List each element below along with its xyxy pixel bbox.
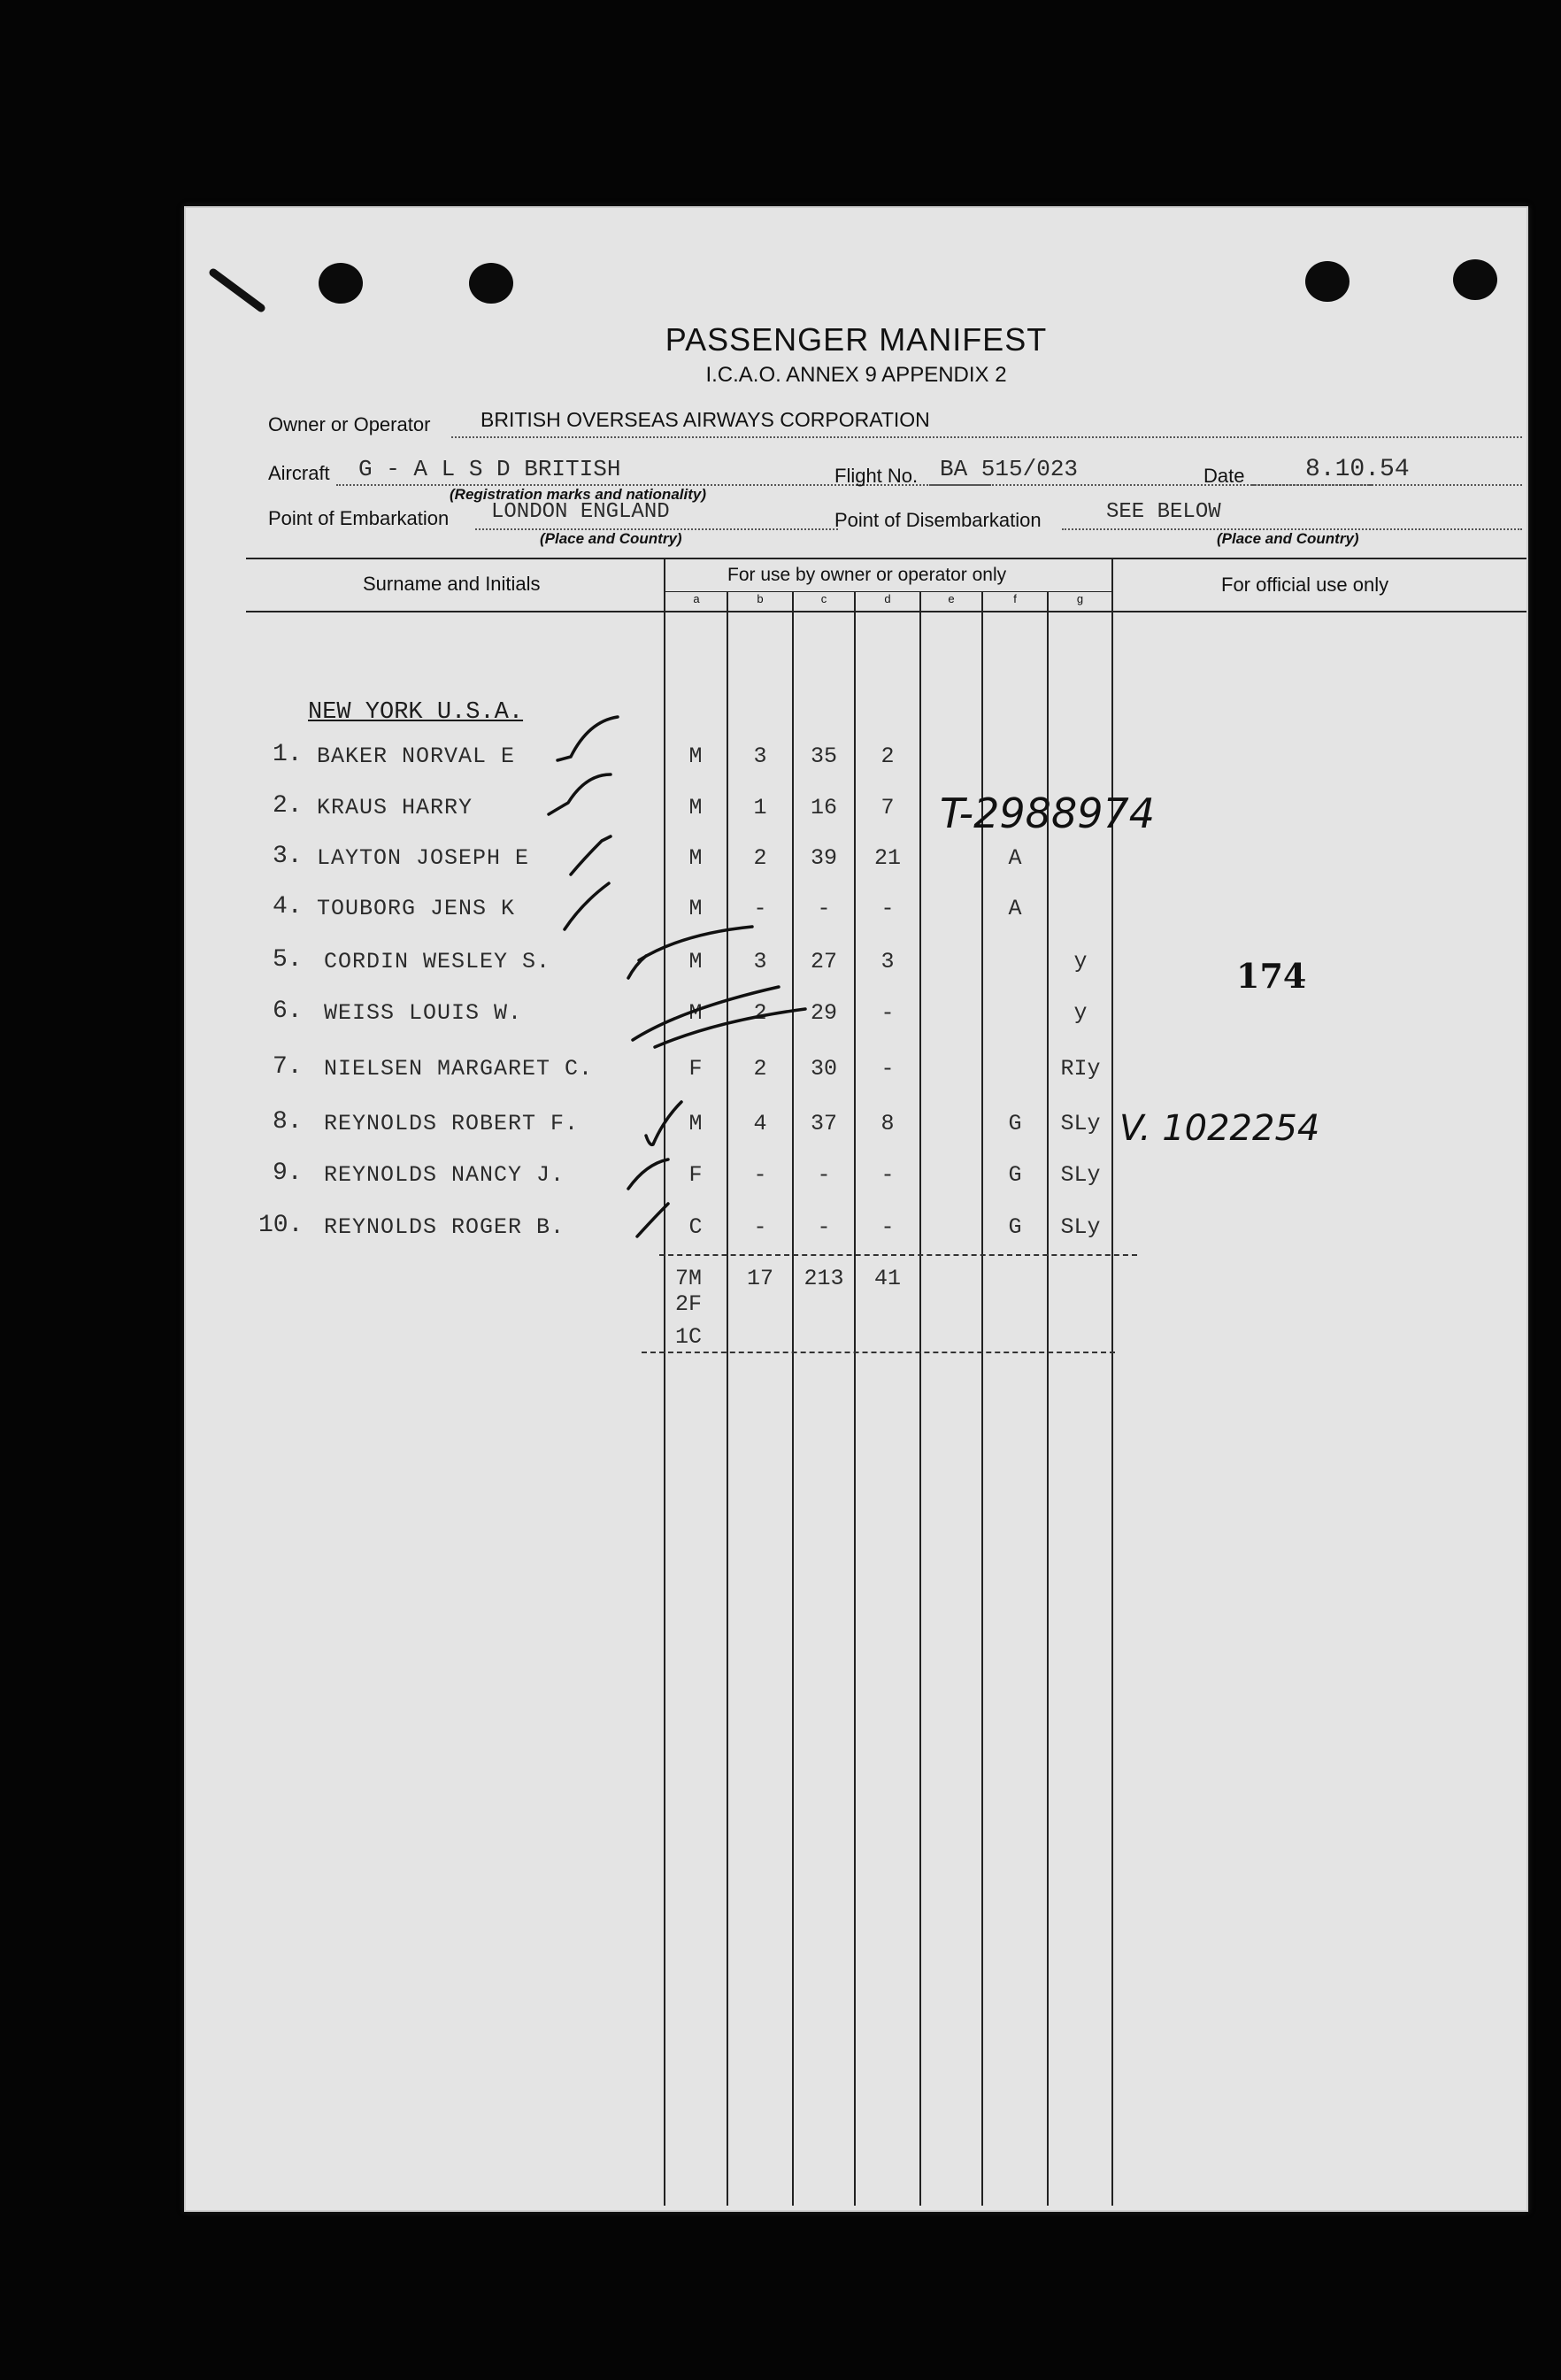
cell-g: y [1073, 1000, 1088, 1026]
cell-a: M [688, 1111, 703, 1136]
disembarkation-label: Point of Disembarkation [834, 509, 1042, 531]
handwritten-note: T-2988974 [940, 789, 1156, 837]
cell-c: - [817, 1214, 831, 1240]
handwritten-note: V. 1022254 [1119, 1108, 1320, 1149]
aircraft-value: G - A L S D BRITISH [358, 456, 621, 482]
cell-b: 3 [753, 743, 767, 769]
total-b: 17 [746, 1266, 773, 1291]
cell-b: 4 [753, 1111, 767, 1136]
cell-d: - [880, 1162, 895, 1188]
passenger-name: KRAUS HARRY [317, 795, 473, 820]
flight-label: Flight No. [834, 465, 919, 487]
cell-d: - [880, 1056, 895, 1082]
cell-a: C [688, 1214, 703, 1240]
check-mark [655, 1009, 805, 1047]
check-mark [558, 717, 618, 760]
row-number: 10. [258, 1212, 304, 1239]
disembarkation-value: SEE BELOW [1106, 500, 1221, 524]
row-number: 1. [273, 741, 303, 768]
check-mark [549, 774, 611, 814]
cell-b: 2 [753, 1056, 767, 1082]
page-subtitle: I.C.A.O. ANNEX 9 APPENDIX 2 [705, 363, 1007, 387]
cell-a: M [688, 845, 703, 871]
flight-value: BA 515/023 [940, 456, 1079, 482]
cell-c: 37 [810, 1111, 837, 1136]
cell-g: SLy [1060, 1111, 1101, 1136]
cell-f: G [1008, 1214, 1022, 1240]
cell-d: - [880, 896, 895, 921]
page-title: PASSENGER MANIFEST [665, 321, 1048, 358]
passenger-name: BAKER NORVAL E [317, 743, 516, 769]
cell-c: 35 [810, 743, 837, 769]
embarkation-note: (Place and Country) [540, 530, 682, 547]
row-number: 4. [273, 893, 303, 920]
cell-b: - [753, 896, 767, 921]
row-number: 3. [273, 843, 303, 870]
cell-d: - [880, 1214, 895, 1240]
check-mark [571, 836, 611, 874]
cell-g: RIy [1060, 1056, 1101, 1082]
cell-f: A [1008, 845, 1022, 871]
cell-b: 2 [753, 845, 767, 871]
cell-f: G [1008, 1111, 1022, 1136]
check-mark [637, 1204, 668, 1236]
passenger-name: TOUBORG JENS K [317, 896, 516, 921]
passenger-name: CORDIN WESLEY S. [324, 949, 551, 974]
passenger-name: NIELSEN MARGARET C. [324, 1056, 594, 1082]
cell-a: M [688, 795, 703, 820]
cell-d: 3 [880, 949, 895, 974]
check-mark [628, 927, 752, 978]
cell-a: F [688, 1162, 703, 1188]
passenger-name: REYNOLDS NANCY J. [324, 1162, 565, 1188]
embarkation-value: LONDON ENGLAND [491, 500, 670, 524]
totals-bottom-rule [642, 1352, 1115, 1353]
cell-c: 29 [810, 1000, 837, 1026]
cell-c: 30 [810, 1056, 837, 1082]
row-number: 7. [273, 1053, 303, 1081]
total-a: 1C [675, 1324, 703, 1350]
row-number: 8. [273, 1108, 303, 1136]
cell-f: G [1008, 1162, 1022, 1188]
destination-heading: NEW YORK U.S.A. [308, 699, 524, 726]
col-header-official-use: For official use only [1221, 574, 1389, 596]
stamp-number: 174 [1236, 956, 1307, 996]
check-mark [633, 987, 779, 1040]
cell-a: F [688, 1056, 703, 1082]
col-letter-f: f [1013, 592, 1017, 605]
cell-b: - [753, 1214, 767, 1240]
cell-b: 2 [753, 1000, 767, 1026]
aircraft-label: Aircraft [268, 462, 330, 484]
check-mark [565, 883, 609, 929]
cell-d: 2 [880, 743, 895, 769]
cell-a: M [688, 1000, 703, 1026]
check-mark [646, 1102, 681, 1144]
date-value: 8.10.54 [1305, 456, 1410, 483]
col-letter-g: g [1076, 592, 1084, 605]
col-letter-c: c [820, 592, 827, 605]
total-a: 7M [675, 1266, 703, 1291]
date-label: Date [1203, 465, 1245, 487]
cell-g: SLy [1060, 1162, 1101, 1188]
owner-label: Owner or Operator [268, 413, 431, 435]
cell-d: 21 [873, 845, 901, 871]
total-c: 213 [804, 1266, 844, 1291]
cell-d: 8 [880, 1111, 895, 1136]
embarkation-label: Point of Embarkation [268, 507, 450, 529]
check-mark [628, 1159, 668, 1189]
col-header-owner-use: For use by owner or operator only [727, 565, 1007, 585]
row-number: 9. [273, 1159, 303, 1187]
cell-g: y [1073, 949, 1088, 974]
cell-g: SLy [1060, 1214, 1101, 1240]
col-letter-e: e [948, 592, 955, 605]
manifest-sheet [184, 206, 1528, 2212]
cell-c: 16 [810, 795, 837, 820]
row-number: 6. [273, 997, 303, 1025]
cell-f: A [1008, 896, 1022, 921]
owner-value: BRITISH OVERSEAS AIRWAYS CORPORATION [481, 408, 930, 431]
total-a: 2F [675, 1291, 703, 1317]
cell-b: 1 [753, 795, 767, 820]
col-letter-d: d [884, 592, 891, 605]
cell-c: - [817, 1162, 831, 1188]
row-number: 5. [273, 946, 303, 974]
col-letter-b: b [757, 592, 764, 605]
cell-c: - [817, 896, 831, 921]
cell-d: 7 [880, 795, 895, 820]
cell-c: 27 [810, 949, 837, 974]
cell-d: - [880, 1000, 895, 1026]
col-letter-a: a [693, 592, 700, 605]
passenger-name: REYNOLDS ROBERT F. [324, 1111, 580, 1136]
cell-a: M [688, 896, 703, 921]
cell-b: - [753, 1162, 767, 1188]
registration-note: (Registration marks and nationality) [450, 486, 706, 503]
passenger-name: LAYTON JOSEPH E [317, 845, 530, 871]
total-d: 41 [873, 1266, 901, 1291]
passenger-name: WEISS LOUIS W. [324, 1000, 523, 1026]
cell-c: 39 [810, 845, 837, 871]
row-number: 2. [273, 792, 303, 820]
cell-b: 3 [753, 949, 767, 974]
passenger-name: REYNOLDS ROGER B. [324, 1214, 565, 1240]
col-header-surname: Surname and Initials [363, 573, 541, 595]
disembarkation-note: (Place and Country) [1217, 530, 1359, 547]
check-marks [186, 208, 1526, 1270]
cell-a: M [688, 743, 703, 769]
cell-a: M [688, 949, 703, 974]
